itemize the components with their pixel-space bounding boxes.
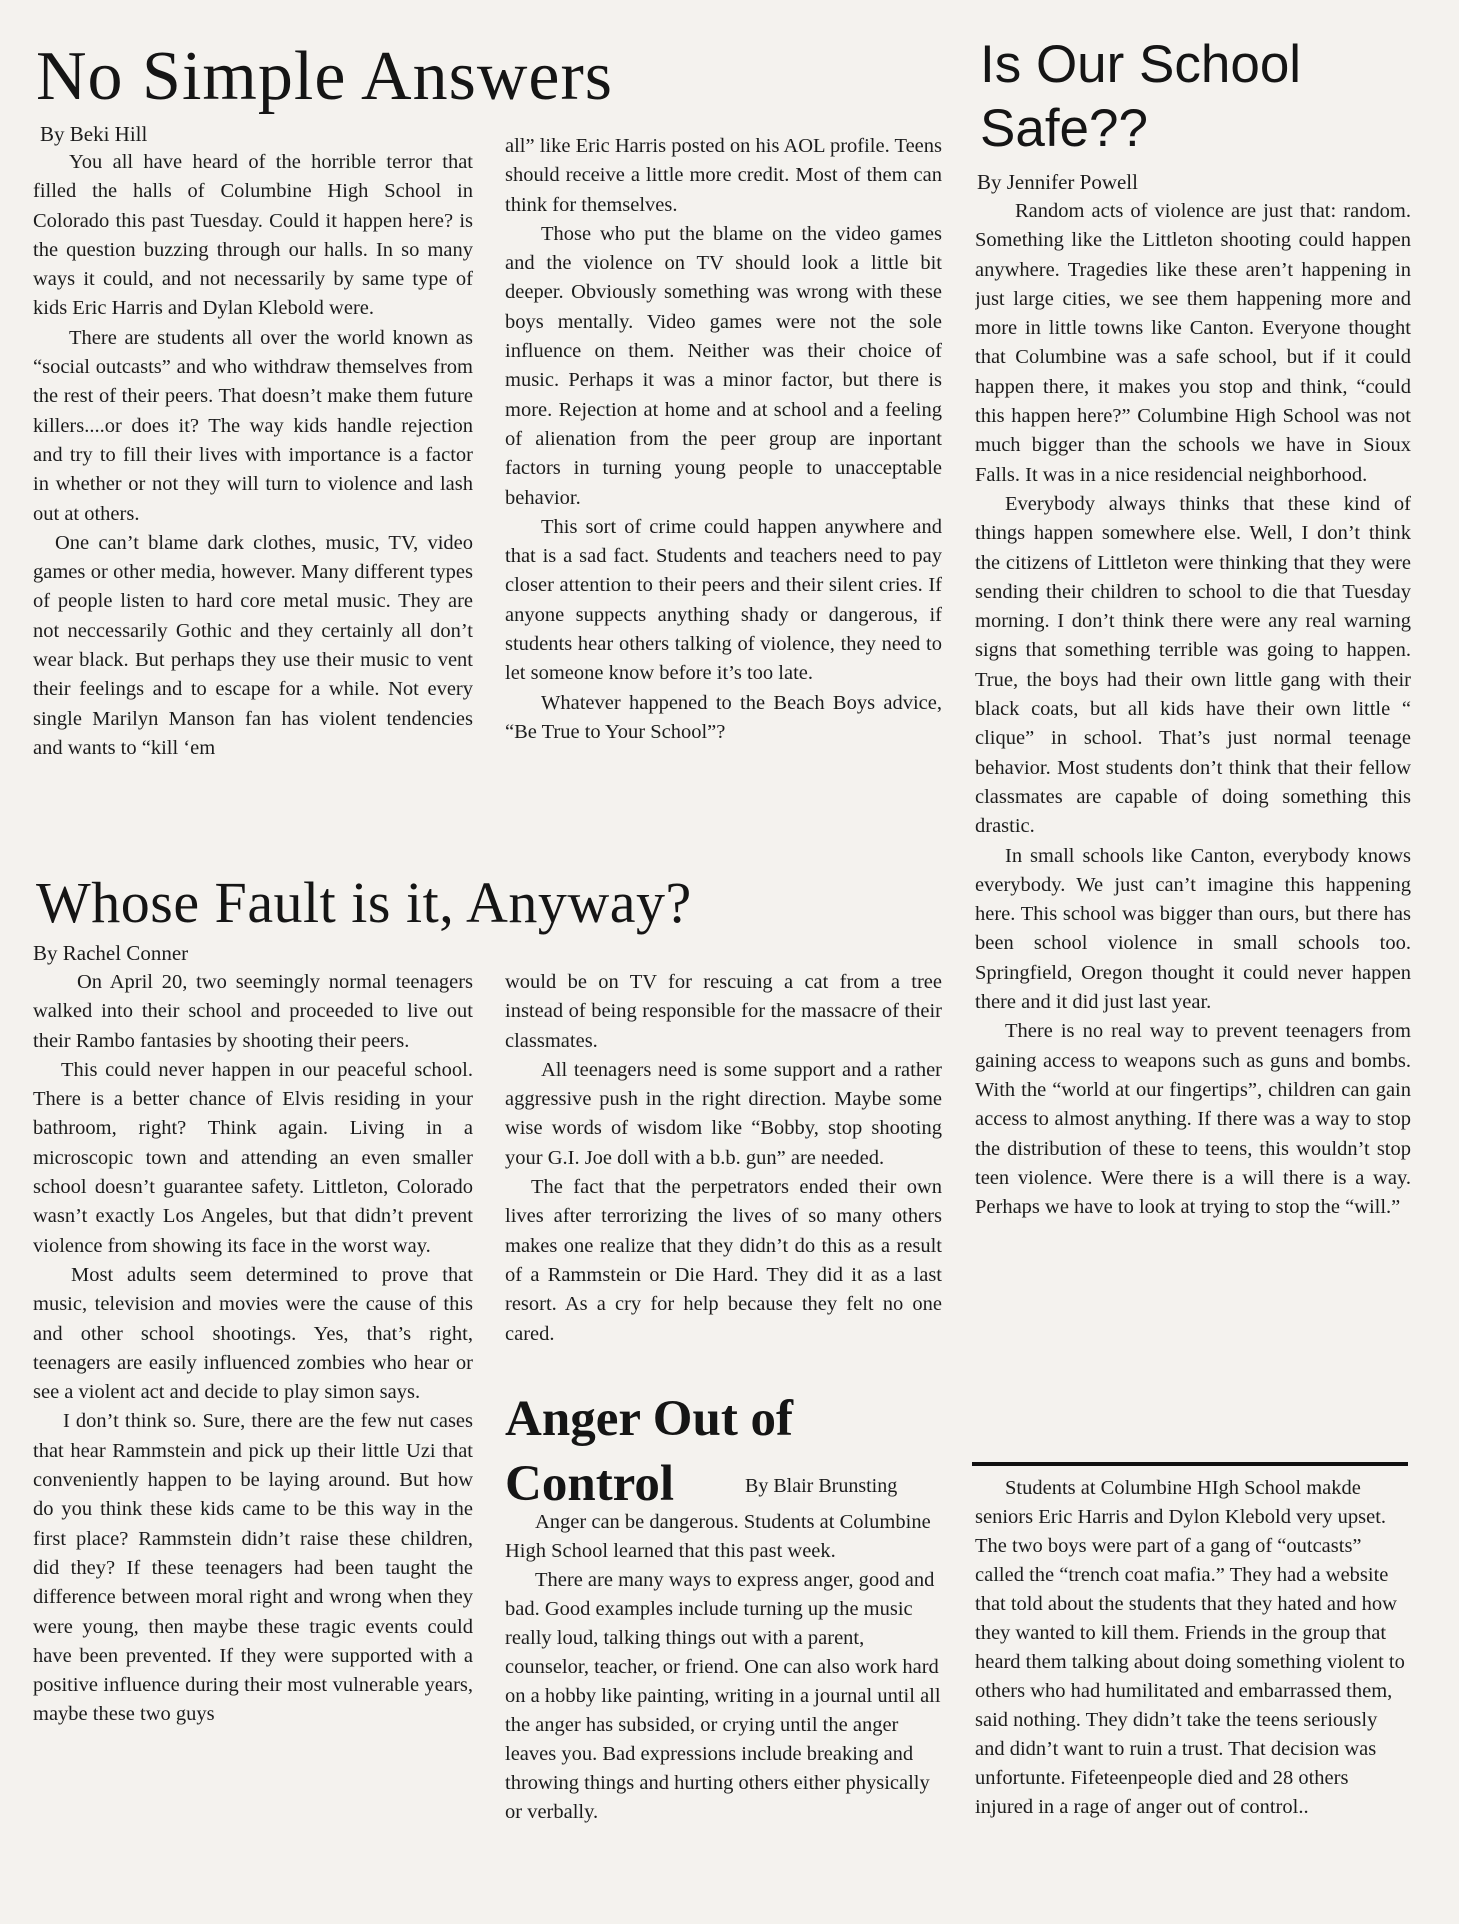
- paragraph: This sort of crime could happen anywhere and that is a sad fact. Students and teachers need to pay closer attention to their peers and their silent cries. If anyone suppects anything shady or dangerous, if students hear others talking of violence, they need to let someone know before it’s too late.: [505, 515, 942, 685]
- headline-is-our-school-safe-line2: Safe??: [980, 99, 1148, 158]
- article-whose-fault-col1: [33, 968, 473, 1916]
- headline-anger-out-of-control-line2: Control: [505, 1456, 675, 1512]
- paragraph: Everybody always thinks that these kind of things happen somewhere else. Well, I don’t think the citizens of Littleton were thinking that they were sending their children to school to die that Tuesday morning. I don’t think there were any real warning signs that something terrible was going to happen. True, the boys had their own little gang with their black coats, but all kids have their own little “ clique” in school. That’s just normal teenage behavior. Most students don’t think that their fellow classmates are capable of doing something this drastic.: [975, 492, 1411, 838]
- paragraph: Those who put the blame on the video games and the violence on TV should look a little bit deeper. Obviously something was wrong with these boys mentally. Video games were not the sole influence on them. Neither was their choice of music. Perhaps it was a minor factor, but there is more. Rejection at home and at school and a feeling of alienation from the peer group are inportant factors in turning young people to unacceptable behavior.: [505, 222, 942, 509]
- headline-whose-fault: Whose Fault is it, Anyway?: [36, 870, 692, 935]
- paragraph: All teenagers need is some support and a rather aggressive push in the right direction. Maybe some wise words of wisdom like “Bobby, stop shooting your G.I. Joe doll with a b.b. gun” are needed.: [505, 1058, 942, 1169]
- article-whose-fault-col2: [505, 968, 942, 1388]
- paragraph: Random acts of violence are just that: random. Something like the Littleton shooting could happen anywhere. Tragedies like these aren’t happening in just large cities, we see them happening more and more in little towns like Canton. Everyone thought that Columbine was a safe school, but if it could happen there, it makes you stop and think, “could this happen here?” Columbine High School was not much bigger than the schools we have in Sioux Falls. It was in a nice residencial neighborhood.: [975, 200, 1411, 486]
- article-anger-body: [505, 1508, 942, 1922]
- paragraph: This could never happen in our peaceful school. There is a better chance of Elvis residing in your bathroom, right? Think again. Living in a microscopic town and attending an even smaller school doesn’t guarantee safety. Littleton, Colorado wasn’t exactly Los Angeles, but that didn’t prevent violence from showing its face in the worst way.: [33, 1058, 473, 1257]
- paragraph: The fact that the perpetrators ended their own lives after terrorizing the lives of so many others makes one realize that they didn’t do this as a result of a Rammstein or Die Hard. They did it as a last resort. As a cry for help because they felt no one cared.: [505, 1176, 942, 1345]
- paragraph: Most adults seem determined to prove that music, television and movies were the cause of this and other school shootings. Yes, that’s right, teenagers are easily influenced zombies who hear or see a violent act and decide to play simon says.: [33, 1263, 473, 1404]
- byline-jennifer-powell: By Jennifer Powell: [977, 170, 1138, 194]
- article-no-simple-answers-col2: [505, 132, 942, 852]
- paragraph: In small schools like Canton, everybody knows everybody. We just can’t imagine this happening here. This school was bigger than ours, but there has been school violence in small schools too. Springfield, Oregon thought it could never happen there and it did just last year.: [975, 844, 1411, 1014]
- paragraph: One can’t blame dark clothes, music, TV, video games or other media, however. Many different types of people listen to hard core metal music. They are not neccessarily Gothic and they certainly all don’t wear black. But perhaps they use their music to vent their feelings and to escape for a while. Not every single Marilyn Manson fan has violent tendencies and wants to “kill ‘em: [33, 531, 473, 759]
- sidebar-divider: [972, 1462, 1408, 1466]
- article-is-our-school-safe-body: [975, 197, 1411, 1452]
- paragraph: There are students all over the world known as “social outcasts” and who withdraw themselves from the rest of their peers. That doesn’t make them future killers....or does it? The way kids handle rejection and try to fill their lives with importance is a factor in whether or not they will turn to violence and lash out at others.: [33, 326, 473, 525]
- paragraph: You all have heard of the horrible terror that filled the halls of Columbine High School in Colorado this past Tuesday. Could it happen here? is the question buzzing through our halls. In so many ways it could, and not necessarily by same type of kids Eric Harris and Dylan Klebold were.: [33, 151, 473, 320]
- byline-beki-hill: By Beki Hill: [40, 122, 148, 146]
- paragraph: On April 20, two seemingly normal teenagers walked into their school and proceeded to live out their Rambo fantasies by shooting their peers.: [33, 971, 473, 1052]
- headline-is-our-school-safe-line1: Is Our School: [980, 35, 1302, 94]
- headline-no-simple-answers: No Simple Answers: [36, 38, 613, 115]
- sidebar-columbine-box: [975, 1474, 1411, 1914]
- paragraph: Anger can be dangerous. Students at Columbine High School learned that this past week.: [505, 1511, 931, 1562]
- paragraph: would be on TV for rescuing a cat from a tree instead of being responsible for the massacre of their classmates.: [505, 971, 942, 1052]
- paragraph: There are many ways to express anger, good and bad. Good examples include turning up the music really loud, talking things out with a parent, counselor, teacher, or friend. One can also work hard on a hobby like painting, writing in a journal until all the anger has subsided, or crying until the anger leaves you. Bad expressions include breaking and throwing things and hurting others either physically or verbally.: [505, 1569, 941, 1823]
- paragraph: I don’t think so. Sure, there are the few nut cases that hear Rammstein and pick up their little Uzi that conveniently happen to be laying around. But how do you think these kids came to be this way in the first place? Rammstein didn’t raise these children, did they? If these teenagers had been taught the difference between moral right and wrong when they were young, then maybe these tragic events could have been prevented. If they were supported with a positive influence during their most vulnerable years, maybe these two guys: [33, 1410, 473, 1726]
- byline-rachel-conner: By Rachel Conner: [33, 941, 189, 965]
- paragraph: Students at Columbine HIgh School makde seniors Eric Harris and Dylon Klebold very upset. The two boys were part of a gang of “outcasts” called the “trench coat mafia.” They had a website that told about the students that they hated and how they wanted to kill them. Friends in the group that heard them talking about doing something violent to others who had humilitated and embarrassed them, said nothing. They didn’t take the teens seriously and didn’t want to ruin a trust. That decision was unfortunte. Fifeteenpeople died and 28 others injured in a rage of anger out of control..: [975, 1477, 1405, 1818]
- article-no-simple-answers-col1: [33, 148, 473, 860]
- paragraph: There is no real way to prevent teenagers from gaining access to weapons such as guns and bombs. With the “world at our fingertips”, children can gain access to almost anything. If there was a way to stop the distribution of these to teens, this wouldn’t stop teen violence. Were there is a will there is a way. Perhaps we have to look at trying to stop the “will.”: [975, 1020, 1411, 1219]
- paragraph: Whatever happened to the Beach Boys advice, “Be True to Your School”?: [505, 691, 942, 743]
- byline-blair-brunsting: By Blair Brunsting: [745, 1475, 898, 1497]
- paragraph: all” like Eric Harris posted on his AOL profile. Teens should receive a little more credit. Most of them can think for themselves.: [505, 135, 942, 216]
- headline-anger-out-of-control-line1: Anger Out of: [505, 1391, 794, 1447]
